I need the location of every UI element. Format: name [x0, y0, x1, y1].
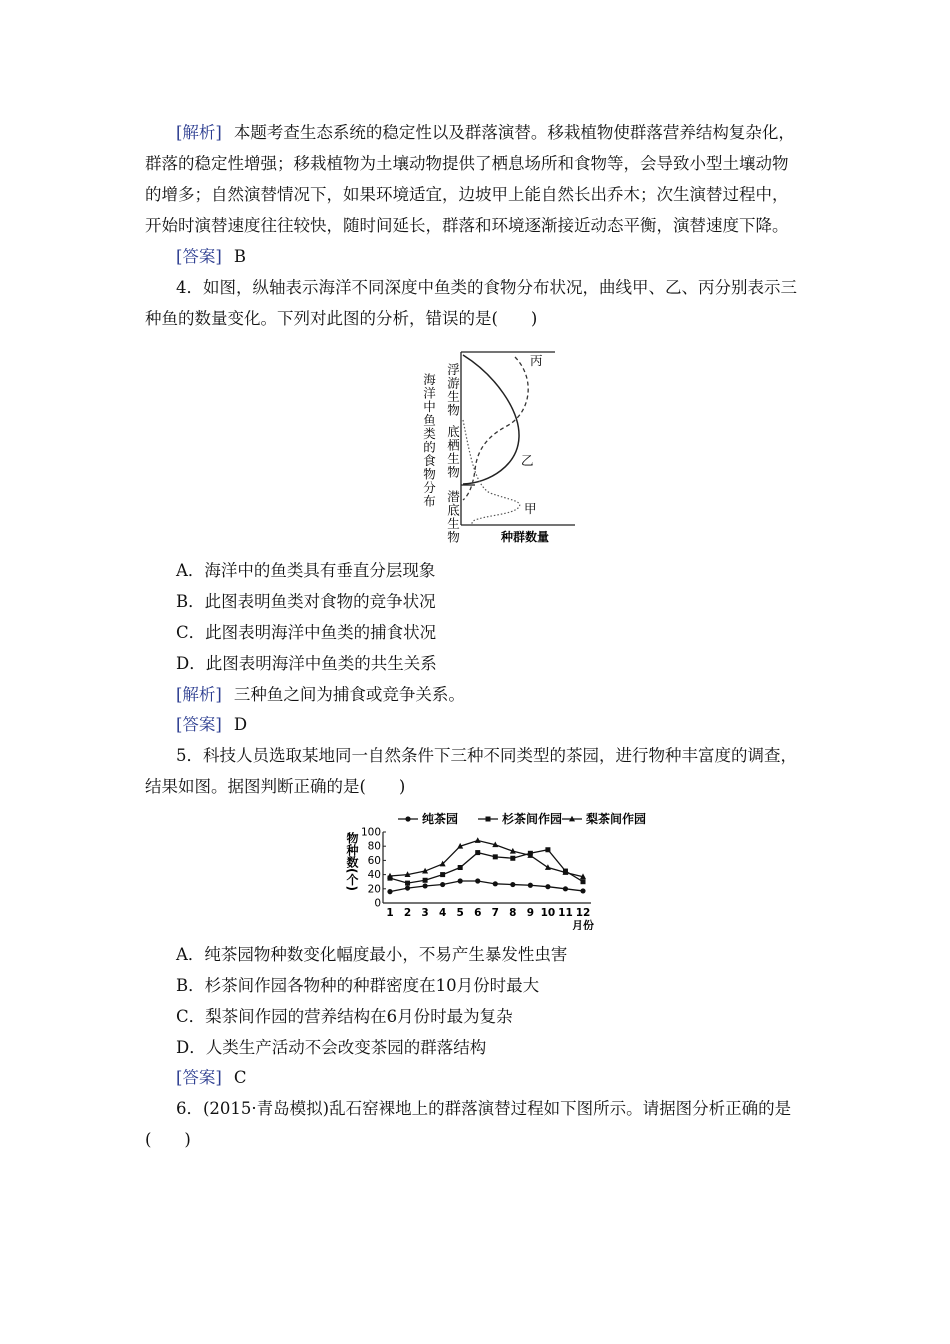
data-point [387, 889, 392, 894]
figure-x-axis-label: 种群数量 [501, 530, 550, 544]
data-point [475, 850, 480, 855]
data-point [545, 847, 550, 852]
q5-answer [176, 1062, 836, 1093]
curve-label-jia: 甲 [524, 501, 537, 516]
zone-label-plankton: 浮游生物 [445, 363, 461, 417]
legend-marker [405, 816, 410, 821]
figure-y-axis-label: 海洋中鱼类的食物分布 [421, 373, 437, 508]
q4-option-c: C．此图表明海洋中鱼类的捕食状况 [176, 623, 437, 642]
data-point [440, 882, 445, 887]
data-point [563, 886, 568, 891]
data-point [580, 888, 585, 893]
x-tick-label: 6 [474, 907, 482, 919]
data-point [440, 872, 445, 877]
q3-analysis-line-3: 的增多；自然演替情况下，如果环境适宜，边坡甲上能自然长出乔木；次生演替过程中， [145, 185, 789, 204]
analysis-tag: [解析] [176, 685, 222, 704]
data-point [545, 884, 550, 889]
answer-tag: [答案] [176, 247, 222, 266]
x-tick-label: 12 [575, 907, 591, 919]
answer-tag: [答案] [176, 1068, 222, 1087]
x-tick-label: 1 [386, 907, 394, 919]
x-tick-label: 11 [558, 907, 573, 919]
answer-value: B [233, 247, 247, 266]
q5-stem-line-2: 结果如图。据图判断正确的是( ) [145, 777, 406, 796]
zone-label-deep-benthic: 潜底生物 [445, 490, 461, 544]
curve-label-bing: 丙 [530, 353, 543, 368]
answer-value: C [233, 1068, 247, 1087]
data-point [422, 883, 427, 888]
series-line-2 [390, 850, 583, 883]
tea-garden-species-chart [340, 810, 660, 930]
y-tick-label: 60 [367, 854, 381, 867]
q3-analysis-line-1: [解析] 本题考查生态系统的稳定性以及群落演替。移栽植物使群落营养结构复杂化， [176, 123, 795, 142]
data-point [545, 864, 551, 870]
q5-stem-line-1: 5．科技人员选取某地同一自然条件下三种不同类型的茶园，进行物种丰富度的调查， [176, 746, 797, 765]
curve-label-yi: 乙 [521, 453, 534, 468]
x-tick-label: 7 [491, 907, 499, 919]
q4-option-a: A．海洋中的鱼类具有垂直分层现象 [176, 561, 436, 580]
q5-option-d: D．人类生产活动不会改变茶园的群落结构 [176, 1038, 487, 1057]
data-point [493, 881, 498, 886]
q3-answer [176, 241, 836, 272]
data-point [458, 878, 463, 883]
chart-x-axis-label: 月份 [572, 919, 594, 930]
legend-label: 梨茶间作园 [586, 812, 647, 826]
q5-option-a: A．纯茶园物种数变化幅度最小，不易产生暴发性虫害 [176, 945, 568, 964]
q4-stem-line-1: 4．如图，纵轴表示海洋不同深度中鱼类的食物分布状况，曲线甲、乙、丙分别表示三 [176, 278, 797, 297]
data-point [510, 882, 515, 887]
x-tick-label: 5 [456, 907, 464, 919]
x-tick-label: 10 [540, 907, 556, 919]
y-tick-label: 100 [360, 826, 381, 839]
zone-label-benthic: 底栖生物 [445, 425, 461, 479]
q5-option-b: B．杉茶间作园各物种的种群密度在10月份时最大 [176, 976, 540, 995]
data-point [458, 865, 463, 870]
legend-marker [486, 817, 491, 822]
x-tick-label: 2 [403, 907, 412, 919]
q4-answer [176, 709, 836, 740]
series-line-3 [390, 841, 583, 877]
data-point [475, 837, 481, 843]
data-point [423, 878, 428, 883]
data-point [405, 881, 410, 886]
x-tick-label: 4 [438, 907, 447, 919]
chart-y-axis-label: 物种数(个) [345, 832, 359, 891]
y-tick-label: 80 [367, 840, 381, 853]
series-line-1 [390, 881, 583, 892]
data-point [510, 856, 515, 861]
q5-option-c: C．梨茶间作园的营养结构在6月份时最为复杂 [176, 1007, 513, 1026]
legend-label: 杉茶间作园 [502, 812, 563, 826]
analysis-tag: [解析] [176, 123, 222, 142]
answer-value: D [233, 715, 248, 734]
q4-stem-line-2: 种鱼的数量变化。下列对此图的分析，错误的是( ) [145, 309, 538, 328]
x-tick-label: 3 [421, 907, 429, 919]
q6-stem-line-2: ( ) [145, 1130, 191, 1149]
fish-food-distribution-figure [415, 345, 585, 550]
q3-analysis-line-2: 群落的稳定性增强；移栽植物为土壤动物提供了栖息场所和食物等，会导致小型土壤动物 [145, 154, 789, 173]
curve-yi [463, 355, 519, 484]
q6-stem-line-1: 6．(2015·青岛模拟)乱石窑裸地上的群落演替过程如下图所示。请据图分析正确的是 [176, 1099, 792, 1118]
data-point [528, 883, 533, 888]
data-point [581, 879, 586, 884]
data-point [475, 878, 480, 883]
q3-analysis-line-4: 开始时演替速度往往较快，随时间延长，群落和环境逐渐接近动态平衡，演替速度下降。 [145, 216, 789, 235]
x-tick-label: 8 [509, 907, 517, 919]
q4-option-b: B．此图表明鱼类对食物的竞争状况 [176, 592, 436, 611]
q4-option-d: D．此图表明海洋中鱼类的共生关系 [176, 654, 437, 673]
data-point [405, 885, 410, 890]
data-point [493, 854, 498, 859]
answer-tag: [答案] [176, 715, 222, 734]
legend-label: 纯茶园 [422, 812, 459, 826]
y-tick-label: 40 [367, 869, 381, 882]
y-tick-label: 20 [367, 883, 381, 896]
y-tick-label: 0 [374, 897, 381, 910]
q4-analysis: [解析] 三种鱼之间为捕食或竞争关系。 [176, 685, 465, 704]
x-tick-label: 9 [526, 907, 535, 919]
